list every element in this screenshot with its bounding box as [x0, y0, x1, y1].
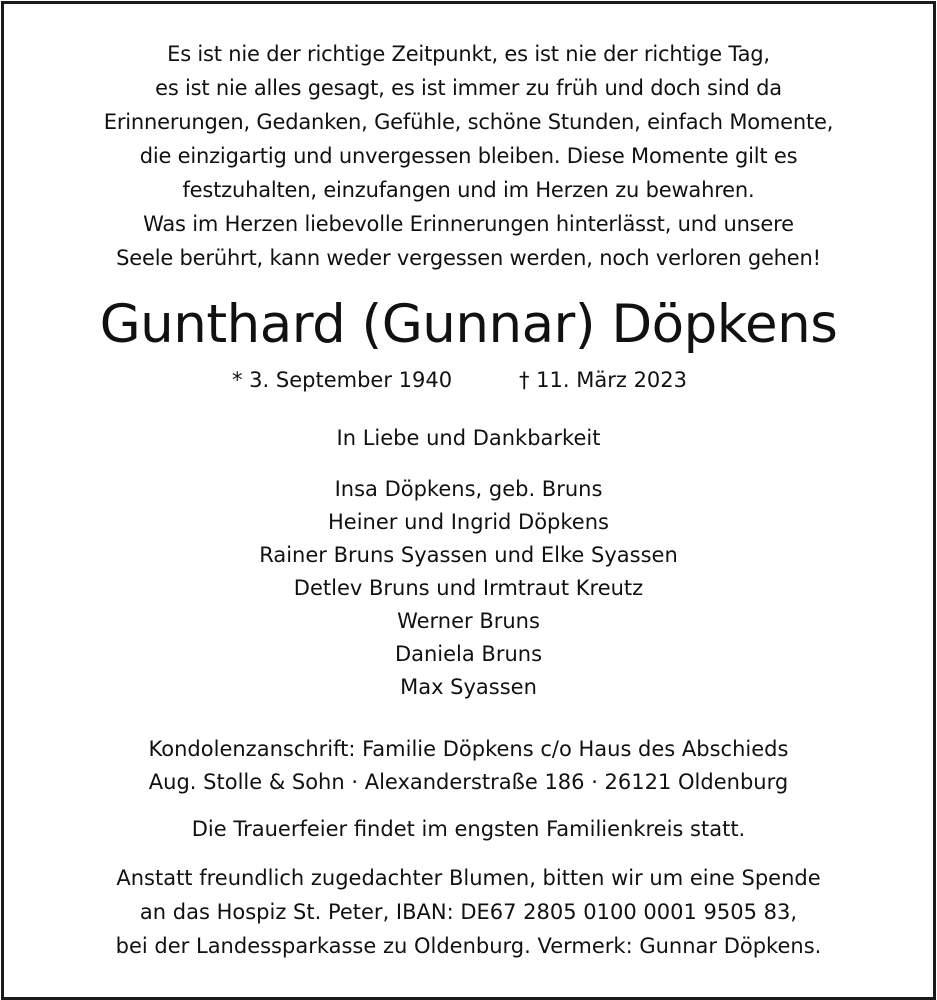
- ceremony-note: Die Trauerfeier findet im engsten Familienkreis statt.: [191, 817, 746, 841]
- donation-line: bei der Landessparkasse zu Oldenburg. Vermerk: Gunnar Döpkens.: [115, 934, 822, 958]
- poem-line: die einzigartig und unvergessen bleiben. Diese Momente gilt es: [139, 144, 798, 168]
- mourner: Heiner und Ingrid Döpkens: [328, 510, 609, 534]
- donation-line: an das Hospiz St. Peter, IBAN: DE67 2805 0100 0001 9505 83,: [139, 900, 798, 924]
- donation-request: [0, 861, 937, 963]
- mourner: Max Syassen: [400, 675, 537, 699]
- address-line: Aug. Stolle & Sohn · Alexanderstraße 186 · 26121 Oldenburg: [148, 770, 789, 794]
- address-line: Kondolenzanschrift: Familie Döpkens c/o Haus des Abschieds: [148, 737, 789, 761]
- dedication: In Liebe und Dankbarkeit: [336, 426, 601, 450]
- mourner: Rainer Bruns Syassen und Elke Syassen: [259, 543, 678, 567]
- death-date: † 11. März 2023: [519, 368, 688, 392]
- mourner: Werner Bruns: [397, 609, 540, 633]
- mourner: Detlev Bruns und Irmtraut Kreutz: [293, 576, 644, 600]
- condolence-address: [0, 733, 937, 799]
- poem-line: festzuhalten, einzufangen und im Herzen zu bewahren.: [182, 178, 755, 202]
- poem-line: Seele berührt, kann weder vergessen werden, noch verloren gehen!: [116, 246, 821, 270]
- mourners-list: [0, 473, 937, 704]
- donation-line: Anstatt freundlich zugedachter Blumen, bitten wir um eine Spende: [116, 866, 821, 890]
- poem-line: Erinnerungen, Gedanken, Gefühle, schöne Stunden, einfach Momente,: [103, 110, 834, 134]
- poem-line: Es ist nie der richtige Zeitpunkt, es ist nie der richtige Tag,: [167, 42, 770, 66]
- poem: [0, 37, 937, 275]
- mourner: Insa Döpkens, geb. Bruns: [334, 477, 603, 501]
- mourner: Daniela Bruns: [394, 642, 543, 666]
- deceased-name: Gunthard (Gunnar) Döpkens: [99, 294, 838, 355]
- birth-date: * 3. September 1940: [232, 368, 453, 392]
- poem-line: Was im Herzen liebevolle Erinnerungen hinterlässt, und unsere: [143, 212, 794, 236]
- poem-line: es ist nie alles gesagt, es ist immer zu früh und doch sind da: [155, 76, 782, 100]
